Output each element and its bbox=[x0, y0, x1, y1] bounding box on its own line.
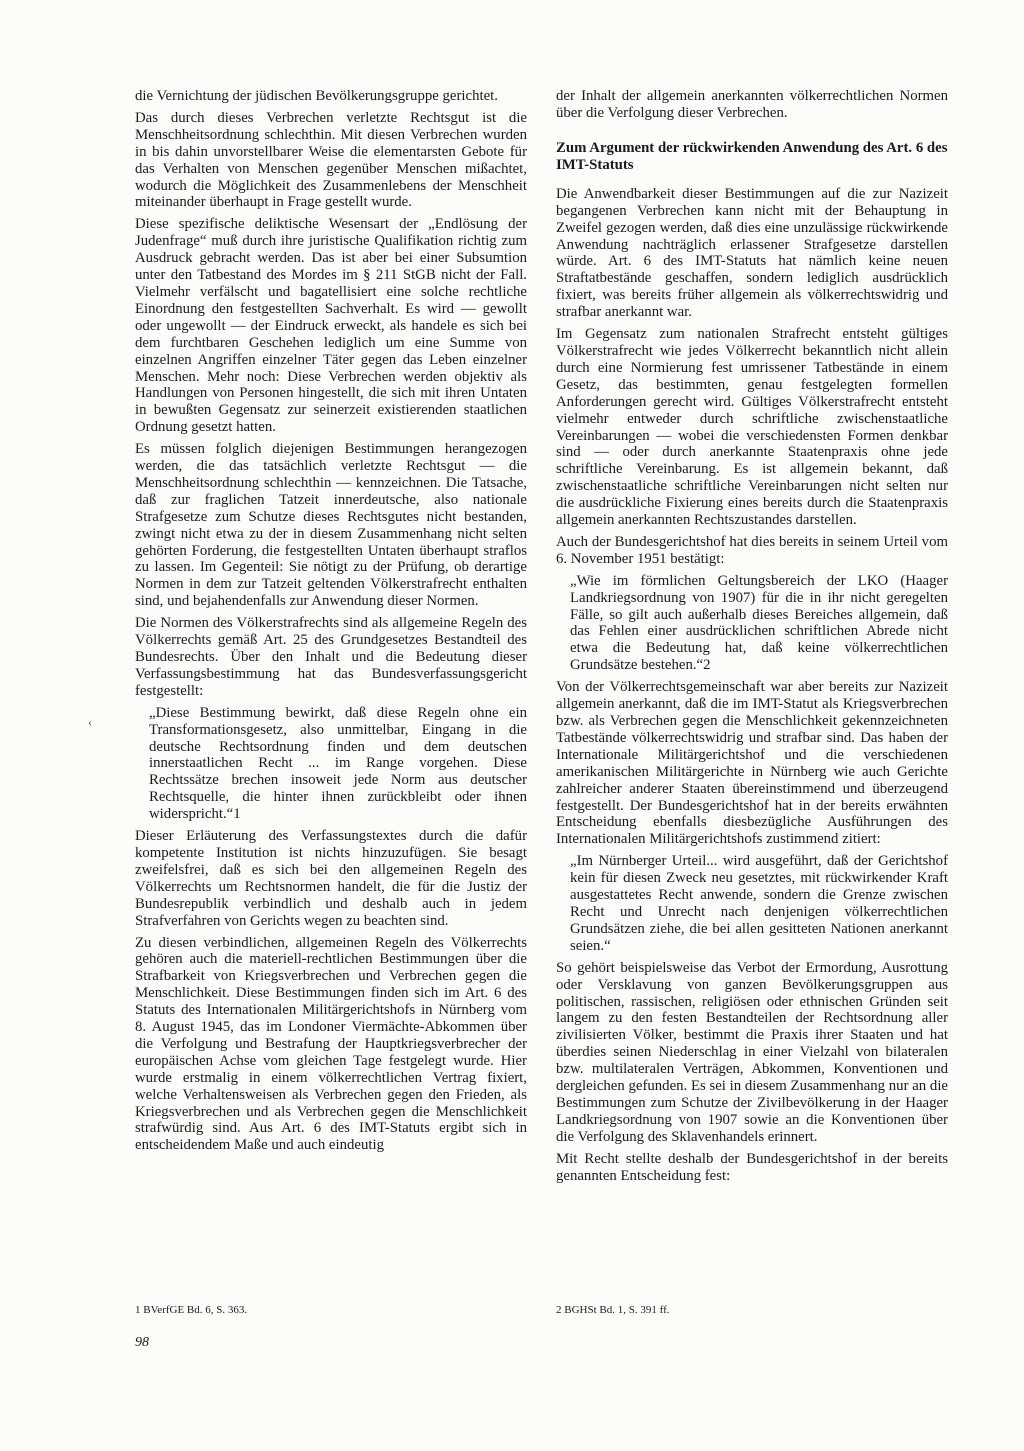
paragraph: So gehört beispielsweise das Verbot der Ermordung, Ausrottung oder Versklavung von ganzen Bevölkerungsgruppen aus politischen, rassischen, religiösen oder ethnischen Gründen seit langem zu den festen Bestandteilen der Rechtsordnung aller zivilisierten Völker, bestimmt die Praxis ihrer Staaten und hat überdies seinen Niederschlag in einer Vielzahl von bilateralen bzw. multilateralen Verträgen, Abkommen, Konventionen und dergleichen gefunden. Es sei in diesem Zusammenhang nur an die Bestimmungen zum Schutze der Zivilbevölkerung in der Haager Landkriegsordnung von 1907 sowie an die Konventionen über die Verfolgung des Sklavenhandels erinnert. bbox=[556, 959, 948, 1145]
paragraph: die Vernichtung der jüdischen Bevölkerungsgruppe gerichtet. bbox=[135, 88, 498, 104]
paragraph: Diese spezifische deliktische Wesensart der „Endlösung der Judenfrage“ muß durch ihre juristische Qualifikation richtig zum Ausdruck gebracht werden. Das ist aber bei einer Subsumtion unter den Tatbestand des Mordes im § 211 StGB nicht der Fall. Vielmehr verfälscht und bagatellisiert eine solche rechtliche Einordnung den festgestellten Sachverhalt. Es wird — gewollt oder ungewollt — der Eindruck erweckt, als handele es sich bei dem furchtbaren Geschehen lediglich um eine Summe von einzelnen Angriffen einzelner Täter gegen das Leben einzelner Menschen. Mehr noch: Diese Verbrechen werden objektiv als Handlungen von Personen hingestellt, die sich mit ihren Untaten in bewußten Gegensatz zur seinerzeit existierenden staatlichen Ordnung gesetzt hatten. bbox=[135, 216, 527, 436]
paragraph: der Inhalt der allgemein anerkannten völkerrechtlichen Normen über die Verfolgung dieser Verbrechen. bbox=[556, 88, 948, 121]
paragraph: Die Normen des Völkerstrafrechts sind als allgemeine Regeln des Völkerrechts gemäß Art. 25 des Grundgesetzes Bestandteil des Bundesrechts. Über den Inhalt und die Bedeutung dieser Verfassungsbestimmung hat das Bundesverfassungsgericht festgestellt: bbox=[135, 615, 527, 699]
paragraph: Im Gegensatz zum nationalen Strafrecht entsteht gültiges Völkerstrafrecht wie jedes Völkerrecht bekanntlich nicht allein durch eine Normierung fest umrissener Tatbestände in einem Gesetz, das bestimmten, genau festgelegten formellen Anforderungen gerecht wird. Gültiges Völkerstrafrecht entsteht vielmehr entweder durch schriftliche zwischenstaatliche Vereinbarungen — wobei die verschiedensten Formen denkbar sind — oder durch anerkannte Staatenpraxis ohne jede schriftliche Vereinbarung. Es ist allgemein bekannt, daß zwischenstaatliche schriftliche Vereinbarungen nicht selten nur die ausdrückliche Fixierung eines bereits durch die Staatenpraxis allgemein anerkannten Rechtszustandes darstellen. bbox=[556, 326, 948, 529]
quote-bgh-lko: „Wie im förmlichen Geltungsbereich der LKO (Haager Landkriegsordnung von 1907) für die in ihr nicht geregelten Fälle, so gilt auch außerhalb dieses Bereiches allgemein, daß das Fehlen einer ausdrücklichen schriftlichen Abrede nicht etwa die Bedeutung hat, daß keine völkerrechtlichen Grundsätze bestehen.“2 bbox=[570, 572, 948, 674]
left-column bbox=[135, 88, 527, 1159]
paragraph: Mit Recht stellte deshalb der Bundesgerichtshof in der bereits genannten Entscheidung fest: bbox=[556, 1150, 948, 1184]
right-column bbox=[556, 88, 948, 1189]
quote-nuernberg: „Im Nürnberger Urteil... wird ausgeführt, daß der Gerichtshof kein für diesen Zweck neu gesetztes, mit rückwirkender Kraft ausgestattetes Recht anwende, sondern die Grenze zwischen Recht und Unrecht nach denjenigen völkerrechtlichen Grundsätzen ziehe, die bei allen gesitteten Nationen anerkannt seien.“ bbox=[570, 853, 948, 954]
paragraph: Das durch dieses Verbrechen verletzte Rechtsgut ist die Menschheitsordnung schlechthin. Mit diesen Verbrechen wurden in bis dahin unvorstellbarer Weise die elementarsten Gebote für das Verhalten von Menschen gegenüber Menschen mißachtet, wodurch die Möglichkeit des Zusammenlebens der Menschheit miteinander überhaupt in Frage gestellt wurde. bbox=[135, 109, 527, 211]
paragraph: Es müssen folglich diejenigen Bestimmungen herangezogen werden, die das tatsächlich verletzte Rechtsgut — die Menschheitsordnung schlechthin — kennzeichnen. Die Tatsache, daß zur fraglichen Tatzeit innerdeutsche, also nationale Strafgesetze zum Schutze dieses Rechtsgutes nicht bestanden, zwingt nicht etwa zu der in diesem Zusammenhang nicht selten gehörten Forderung, die festgestellten Untaten überhaupt straflos zu lassen. Im Gegenteil: Sie nötigt zu der Prüfung, ob derartige Normen in dem zur Tatzeit geltenden Völkerstrafrecht enthalten sind, und bejahendenfalls zur Anwendung dieser Normen. bbox=[135, 441, 527, 610]
quote-bverfge: „Diese Bestimmung bewirkt, daß diese Regeln ohne ein Transformationsgesetz, also unmittelbar, Eingang in die deutsche Rechtsordnung finden und dem deutschen innerstaatlichen Recht ... im Range vorgehen. Diese Rechtssätze brechen insoweit jede Norm aus deutscher Rechtsquelle, die hinter ihnen zurückbleibt oder ihnen widerspricht.“1 bbox=[149, 704, 527, 823]
paragraph: Zu diesen verbindlichen, allgemeinen Regeln des Völkerrechts gehören auch die materiell-rechtlichen Bestimmungen über die Strafbarkeit von Kriegsverbrechen und Verbrechen gegen die Menschlichkeit. Diese Bestimmungen finden sich im Art. 6 des Statuts des Internationalen Militärgerichtshofs in Nürnberg vom 8. August 1945, das im Londoner Viermächte-Abkommen über die Verfolgung und Bestrafung der Hauptkriegsverbrecher der europäischen Achse vom gleichen Tage festgelegt wurde. Hier wurde erstmalig in einem völkerrechtlichen Vertrag fixiert, welche Verhaltensweisen als Verbrechen gegen den Frieden, als Kriegsverbrechen und als Verbrechen gegen die Menschlichkeit strafwürdig sind. Aus Art. 6 des IMT-Statuts ergibt sich in entscheidendem Maße und auch eindeutig bbox=[135, 934, 527, 1154]
page-number: 98 bbox=[135, 1335, 149, 1350]
footnote-2: 2 BGHSt Bd. 1, S. 391 ff. bbox=[556, 1304, 670, 1316]
footnote-1: 1 BVerfGE Bd. 6, S. 363. bbox=[135, 1304, 248, 1316]
margin-mark: ‹ bbox=[88, 715, 92, 729]
section-heading: Zum Argument der rückwirkenden Anwendung des Art. 6 des IMT-Statuts bbox=[556, 139, 948, 173]
paragraph: Auch der Bundesgerichtshof hat dies bereits in seinem Urteil vom 6. November 1951 bestätigt: bbox=[556, 533, 948, 567]
paragraph: Von der Völkerrechtsgemeinschaft war aber bereits zur Nazizeit allgemein anerkannt, daß die im IMT-Statut als Kriegsverbrechen bzw. als Verbrechen gegen die Menschlichkeit gekennzeichneten Tatbestände völkerrechtswidrig und strafbar sind. Das haben der Internationale Militärgerichtshof und die verschiedenen amerikanischen Militärgerichte in Nürnberg wie auch Gerichte zahlreicher anderer Staaten übereinstimmend und überzeugend festgestellt. Der Bundesgerichtshof hat in der bereits erwähnten Entscheidung ebenfalls diesbezügliche Ausführungen des Internationalen Militärgerichtshofs zustimmend zitiert: bbox=[556, 679, 948, 848]
paragraph: Die Anwendbarkeit dieser Bestimmungen auf die zur Nazizeit begangenen Verbrechen kann nicht mit der Behauptung in Zweifel gezogen werden, daß dies eine unzulässige rückwirkende Anwendung nachträglich erlassener Strafgesetze darstellen würde. Art. 6 des IMT-Statuts hat nämlich keine neuen Straftatbestände geschaffen, sondern lediglich ausdrücklich fixiert, was bereits früher allgemein als völkerrechtswidrig und strafbar anerkannt war. bbox=[556, 185, 948, 321]
paragraph: Dieser Erläuterung des Verfassungstextes durch die dafür kompetente Institution ist nichts hinzuzufügen. Sie besagt zweifelsfrei, daß es sich bei den allgemeinen Regeln des Völkerrechts um Rechtsnormen handelt, die für die Justiz der Bundesrepublik verbindlich und deshalb auch in jedem Strafverfahren von Gerichts wegen zu beachten sind. bbox=[135, 828, 527, 929]
